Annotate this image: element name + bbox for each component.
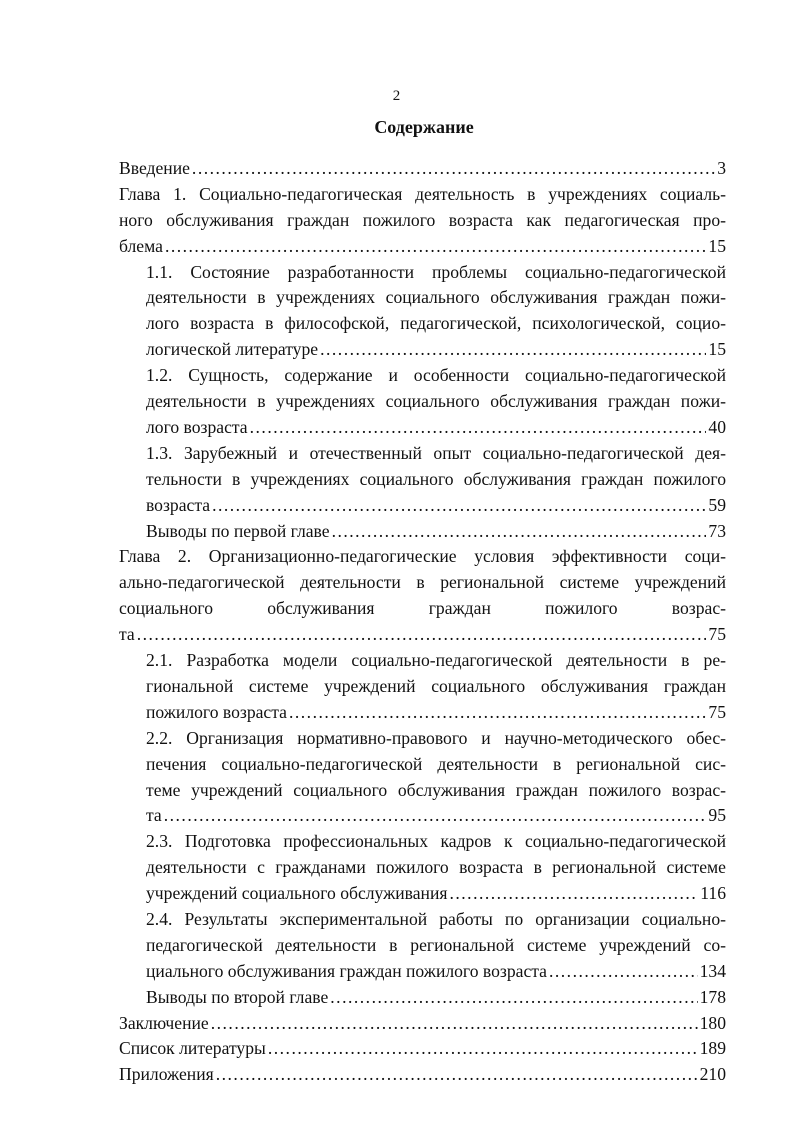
toc-entry-label: Список литературы xyxy=(119,1038,266,1059)
toc-entry-section-1-1[interactable] xyxy=(119,260,726,364)
toc-entry-line: блема xyxy=(119,235,163,256)
toc-entry-page: 75 xyxy=(708,624,726,645)
toc-entry-line: ного обслуживания граждан пожилого возраста как педагогическая про- xyxy=(119,209,726,230)
toc-entry-line: педагогической деятельности в региональной системе учреждений со- xyxy=(146,934,726,955)
dot-leader xyxy=(164,803,707,829)
toc-entry-line: пожилого возраста xyxy=(146,701,287,722)
toc-entry-section-2-3[interactable] xyxy=(119,829,726,907)
dot-leader xyxy=(332,519,707,545)
toc-entry-line: 1.1. Состояние разработанности проблемы социально-педагогической xyxy=(146,261,726,282)
toc-entry-page: 116 xyxy=(700,883,726,904)
toc-entry-section-1-2[interactable] xyxy=(119,363,726,441)
toc-entry-page: 59 xyxy=(708,494,726,515)
toc-entry-section-2-2[interactable] xyxy=(119,726,726,830)
toc-entry-chapter-1-conclusions[interactable] xyxy=(119,519,726,545)
toc-entry-references[interactable] xyxy=(119,1036,726,1062)
dot-leader xyxy=(216,1062,698,1088)
toc-entry-page: 178 xyxy=(699,986,726,1007)
toc-entry-label: Заключение xyxy=(119,1012,209,1033)
toc-entry-label: Введение xyxy=(119,158,190,178)
toc-entry-line: теме учреждений социального обслуживания граждан пожилого возрас- xyxy=(146,779,726,800)
toc-entry-section-2-1[interactable] xyxy=(119,648,726,726)
toc-entry-label: Выводы по второй главе xyxy=(146,986,329,1007)
toc-entry-section-2-4[interactable] xyxy=(119,907,726,985)
dot-leader xyxy=(250,415,707,441)
toc-entry-page: 210 xyxy=(699,1064,726,1085)
toc-entry-page: 189 xyxy=(699,1038,726,1059)
dot-leader xyxy=(268,1036,698,1062)
dot-leader xyxy=(330,985,697,1011)
toc-entry-page: 40 xyxy=(708,416,726,437)
dot-leader xyxy=(211,1011,698,1037)
dot-leader xyxy=(137,622,707,648)
table-of-contents xyxy=(119,156,726,1088)
toc-entry-page: 180 xyxy=(699,1012,726,1033)
toc-entry-page: 15 xyxy=(708,235,726,256)
toc-entry-line: возраста xyxy=(146,494,211,515)
dot-leader xyxy=(289,700,706,726)
toc-entry-line: социального обслуживания граждан пожилого возрас- xyxy=(119,598,726,619)
toc-entry-page: 95 xyxy=(708,805,726,826)
toc-entry-line: 2.3. Подготовка профессиональных кадров к социально-педагогической xyxy=(146,831,726,852)
toc-entry-conclusion[interactable] xyxy=(119,1011,726,1037)
toc-entry-line: печения социально-педагогической деятельности в региональной сис- xyxy=(146,753,726,774)
toc-entry-line: деятельности в учреждениях социального обслуживания граждан пожи- xyxy=(146,391,726,412)
toc-entry-line: Глава 1. Социально-педагогическая деятельность в учреждениях социаль- xyxy=(119,183,726,204)
toc-entry-page: 134 xyxy=(699,960,726,981)
toc-entry-chapter-2-conclusions[interactable] xyxy=(119,985,726,1011)
dot-leader xyxy=(192,156,715,182)
toc-entry-page: 73 xyxy=(708,520,726,541)
toc-entry-line: учреждений социального обслуживания xyxy=(146,883,448,904)
toc-entry-introduction[interactable] xyxy=(119,156,726,182)
dot-leader xyxy=(320,337,706,363)
page-number: 2 xyxy=(392,88,401,104)
toc-entry-section-1-3[interactable] xyxy=(119,441,726,519)
toc-entry-line: 2.1. Разработка модели социально-педагогической деятельности в ре- xyxy=(146,650,726,671)
toc-entry-line: логической литературе xyxy=(146,339,319,360)
toc-entry-line: лого возраста xyxy=(146,416,248,437)
toc-entry-line: 1.3. Зарубежный и отечественный опыт социально-педагогической дея- xyxy=(146,442,726,463)
toc-entry-line: 2.2. Организация нормативно-правового и научно-методического обес- xyxy=(146,727,726,748)
toc-entry-line: 1.2. Сущность, содержание и особенности социально-педагогической xyxy=(146,365,726,386)
toc-entry-line: гиональной системе учреждений социального обслуживания граждан xyxy=(146,675,726,696)
dot-leader xyxy=(549,959,698,985)
page-title: Содержание xyxy=(374,117,474,137)
toc-entry-page: 15 xyxy=(708,339,726,360)
toc-entry-line: та xyxy=(119,624,135,645)
toc-entry-line: та xyxy=(146,805,162,826)
toc-entry-label: Выводы по первой главе xyxy=(146,520,330,541)
toc-entry-line: деятельности в учреждениях социального обслуживания граждан пожи- xyxy=(146,287,726,308)
toc-entry-page: 3 xyxy=(717,158,726,178)
toc-entry-chapter-1[interactable] xyxy=(119,182,726,260)
toc-entry-label: Приложения xyxy=(119,1064,214,1085)
toc-entry-line: лого возраста в философской, педагогической, психологической, социо- xyxy=(146,313,726,334)
dot-leader xyxy=(165,234,706,260)
toc-entry-line: деятельности с гражданами пожилого возраста в региональной системе xyxy=(146,857,726,878)
toc-entry-appendices[interactable] xyxy=(119,1062,726,1088)
toc-entry-line: ально-педагогической деятельности в региональной системе учреждений xyxy=(119,572,726,593)
toc-entry-line: циального обслуживания граждан пожилого возраста xyxy=(146,960,547,981)
toc-entry-line: 2.4. Результаты экспериментальной работы по организации социально- xyxy=(146,908,726,929)
toc-entry-line: Глава 2. Организационно-педагогические условия эффективности соци- xyxy=(119,546,726,567)
toc-entry-chapter-2[interactable] xyxy=(119,544,726,648)
dot-leader xyxy=(449,881,698,907)
toc-entry-page: 75 xyxy=(708,701,726,722)
dot-leader xyxy=(212,493,706,519)
toc-entry-line: тельности в учреждениях социального обслуживания граждан пожилого xyxy=(146,468,726,489)
